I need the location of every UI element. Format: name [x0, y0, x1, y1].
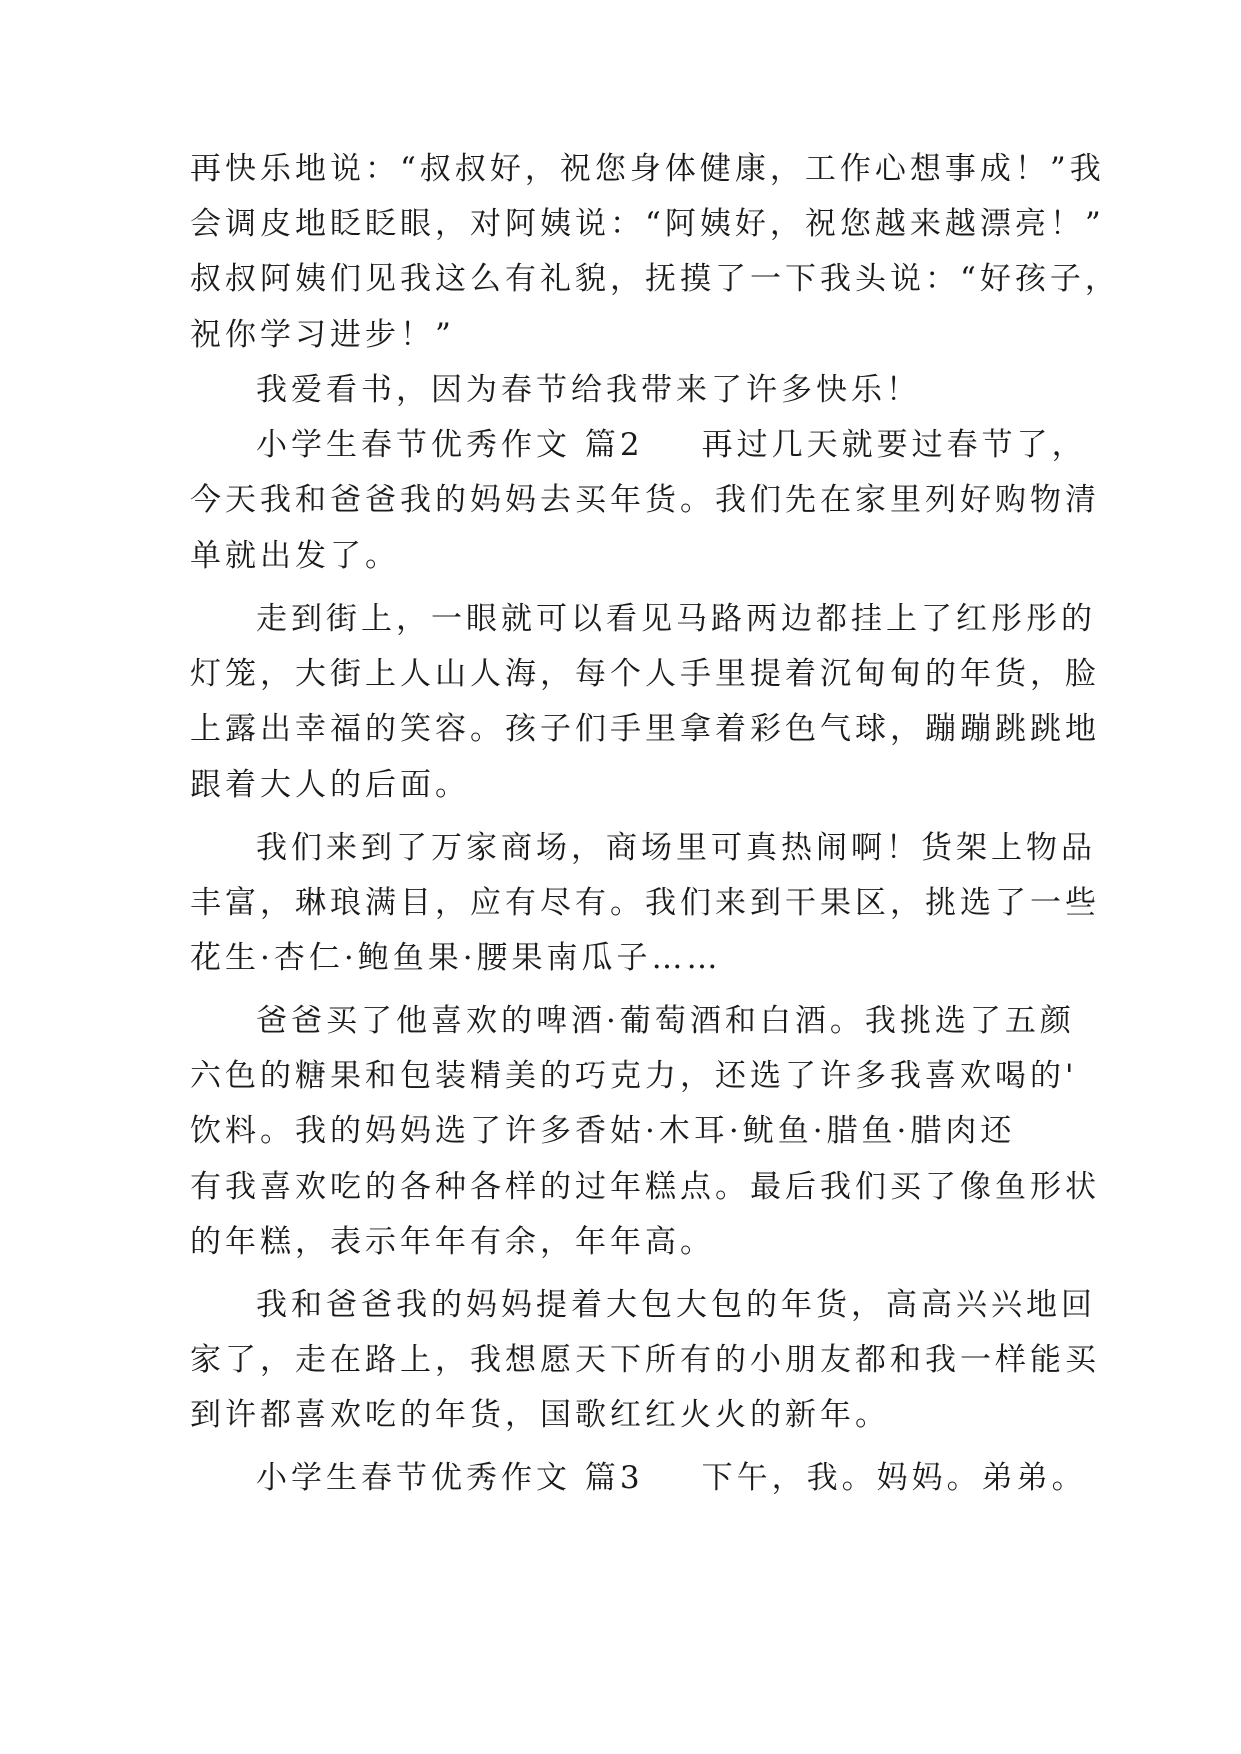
text-line: 我爱看书，因为春节给我带来了许多快乐！	[256, 372, 921, 408]
text-line: 跟着大人的后面。	[190, 767, 470, 803]
text-line: 叔叔阿姨们见我这么有礼貌，抚摸了一下我头说：“好孩子，	[190, 261, 1120, 297]
essay-heading-line	[256, 416, 1136, 474]
text-line: 再快乐地说：“叔叔好，祝您身体健康，工作心想事成！”我	[190, 151, 1105, 187]
text-line: 会调皮地眨眨眼，对阿姨说：“阿姨好，祝您越来越漂亮！”	[190, 206, 1105, 242]
essay-heading: 小学生春节优秀作文 篇3	[256, 1460, 644, 1496]
text-line: 到许都喜欢吃的年货，国歌红红火火的新年。	[190, 1397, 890, 1433]
text-line: 今天我和爸爸我的妈妈去买年货。我们先在家里列好购物清	[190, 482, 1100, 518]
text-line: 灯笼，大街上人山人海，每个人手里提着沉甸甸的年货，脸	[190, 656, 1100, 692]
text-line: 上露出幸福的笑容。孩子们手里拿着彩色气球，蹦蹦跳跳地	[190, 711, 1100, 747]
text-line: 有我喜欢吃的各种各样的过年糕点。最后我们买了像鱼形状	[190, 1169, 1100, 1205]
essay-heading-line	[256, 1449, 1136, 1507]
text-line: 六色的糖果和包装精美的巧克力，还选了许多我喜欢喝的'	[190, 1058, 1078, 1094]
text-line: 我和爸爸我的妈妈提着大包大包的年货，高高兴兴地回	[256, 1287, 1096, 1323]
essay-heading: 小学生春节优秀作文 篇2	[256, 427, 644, 463]
text-line: 丰富，琳琅满目，应有尽有。我们来到干果区，挑选了一些	[190, 885, 1100, 921]
text-line: 的年糕，表示年年有余，年年高。	[190, 1224, 715, 1260]
essay-first-sentence: 再过几天就要过春节了，	[701, 427, 1087, 463]
text-line: 家了，走在路上，我想愿天下所有的小朋友都和我一样能买	[190, 1342, 1100, 1378]
text-line: 祝你学习进步！”	[190, 317, 455, 353]
text-line: 单就出发了。	[190, 538, 400, 574]
text-line: 我们来到了万家商场，商场里可真热闹啊！货架上物品	[256, 830, 1096, 866]
essay-first-sentence: 下午，我。妈妈。弟弟。	[701, 1460, 1087, 1496]
text-line: 花生·杏仁·鲍鱼果·腰果南瓜子……	[190, 940, 722, 976]
text-line: 走到街上，一眼就可以看见马路两边都挂上了红彤彤的	[256, 601, 1096, 637]
text-line: 爸爸买了他喜欢的啤酒·葡萄酒和白酒。我挑选了五颜	[256, 1003, 1075, 1039]
text-line: 饮料。我的妈妈选了许多香姑·木耳·鱿鱼·腊鱼·腊肉还	[190, 1113, 1016, 1149]
